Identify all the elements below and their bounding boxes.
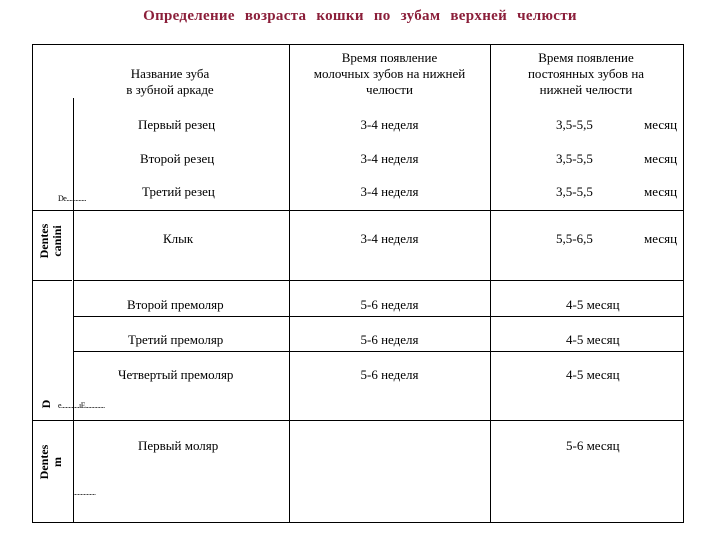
- milk-time-second-premolar: 5-6 неделя: [360, 297, 419, 312]
- perm-time-second-incisor: 3,5-5,5: [556, 151, 593, 166]
- unit-third-incisor: месяц: [644, 184, 678, 199]
- milk-time-canine: 3-4 неделя: [360, 231, 419, 246]
- tooth-name-third-premolar: Третий премоляр: [128, 332, 224, 347]
- tooth-name-canine: Клык: [163, 231, 194, 246]
- milk-time-first-incisor: 3-4 неделя: [360, 117, 419, 132]
- tooth-name-fourth-premolar: Четвертый премоляр: [118, 367, 234, 382]
- tooth-name-first-incisor: Первый резец: [138, 117, 216, 132]
- header-permanent-teeth: Время появление постоянных зубов на нижней челюсти: [527, 50, 645, 97]
- milk-time-fourth-premolar: 5-6 неделя: [360, 367, 419, 382]
- milk-time-third-incisor: 3-4 неделя: [360, 184, 419, 199]
- unit-second-incisor: месяц: [644, 151, 678, 166]
- tooth-name-first-molar: Первый моляр: [138, 438, 219, 453]
- incisors-group-label: De.............: [58, 194, 86, 203]
- tooth-name-second-premolar: Второй премоляр: [127, 297, 224, 312]
- molar-top-line: [32, 420, 684, 421]
- milk-column-divider: [289, 44, 290, 523]
- canini-bottom-line: [32, 280, 72, 281]
- row-divider: [73, 351, 684, 352]
- canini-top-line: [32, 210, 684, 211]
- unit-first-incisor: месяц: [644, 117, 678, 132]
- perm-time-fourth-premolar: 4-5 месяц: [566, 367, 620, 382]
- perm-column-divider: [490, 44, 491, 523]
- molar-group-label: Dentes m: [37, 444, 64, 480]
- premolar-top-line: [73, 280, 684, 281]
- canini-group-label: Dentes canini: [37, 223, 64, 259]
- perm-time-third-incisor: 3,5-5,5: [556, 184, 593, 199]
- perm-time-first-incisor: 3,5-5,5: [556, 117, 593, 132]
- header-milk-teeth: Время появление молочных зубов на нижней челюсти: [313, 50, 466, 97]
- premolar-group-label-letter: D: [39, 399, 53, 409]
- tooth-name-second-incisor: Второй резец: [140, 151, 215, 166]
- header-tooth-name: Название зуба в зубной аркаде: [126, 66, 214, 97]
- page-title: Определение возраста кошки по зубам верхней челюсти: [143, 8, 577, 24]
- group-column-divider: [73, 98, 74, 523]
- perm-time-first-molar: 5-6 месяц: [566, 438, 620, 453]
- milk-time-third-premolar: 5-6 неделя: [360, 332, 419, 347]
- premolar-group-label-mark: e............ıE.............: [58, 401, 105, 410]
- perm-time-third-premolar: 4-5 месяц: [566, 332, 620, 347]
- perm-time-second-premolar: 4-5 месяц: [566, 297, 620, 312]
- milk-time-second-incisor: 3-4 неделя: [360, 151, 419, 166]
- perm-time-canine: 5,5-6,5: [556, 231, 593, 246]
- tooth-name-third-incisor: Третий резец: [142, 184, 215, 199]
- molar-group-label-mark: ...............: [73, 488, 96, 497]
- row-divider: [73, 316, 684, 317]
- unit-canine: месяц: [644, 231, 678, 246]
